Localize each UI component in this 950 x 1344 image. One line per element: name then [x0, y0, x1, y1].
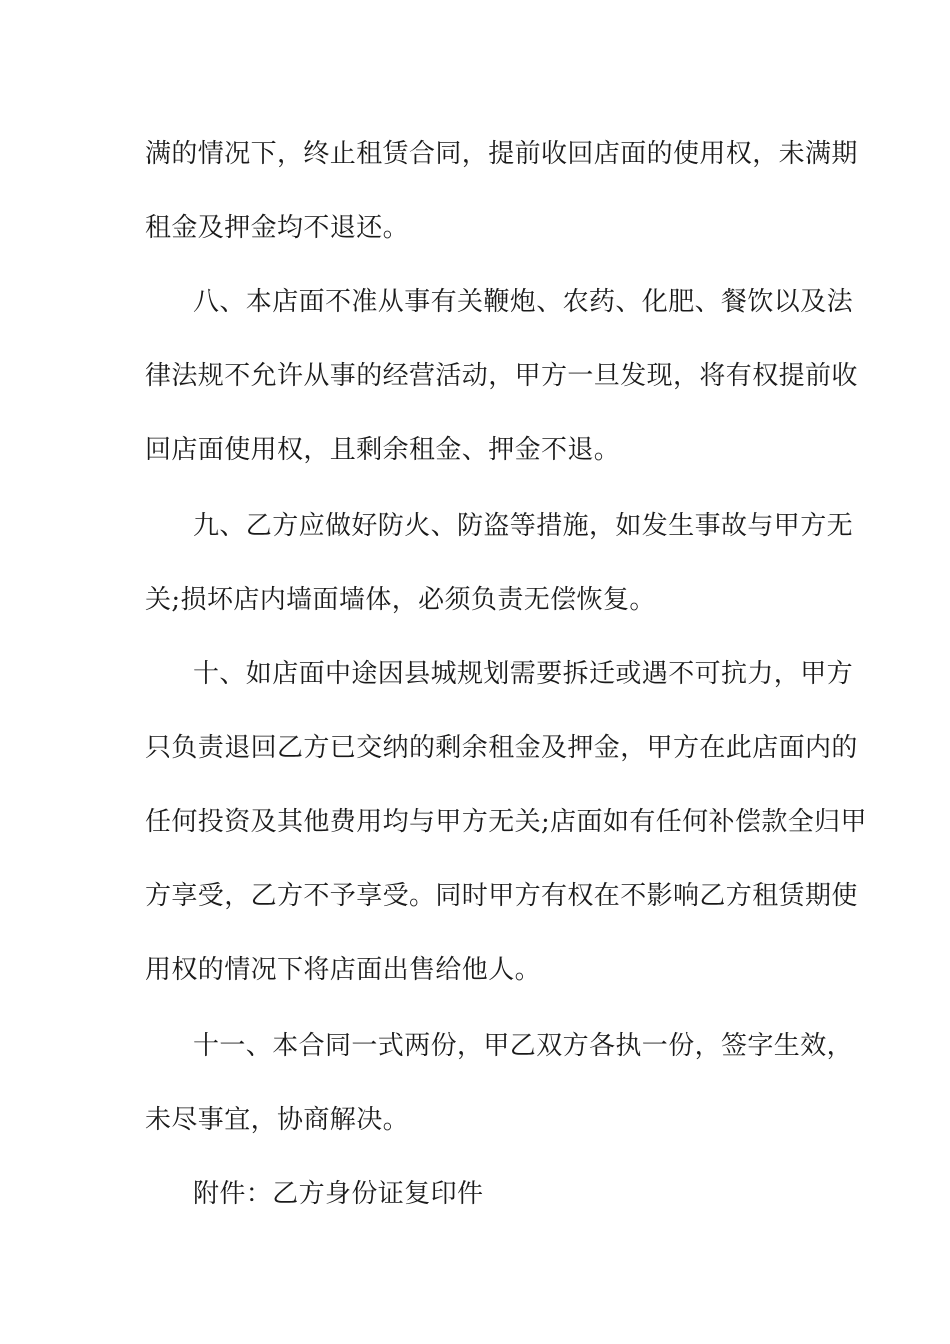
- clause-seven-continuation-line-1: 满的情况下，终止租赁合同，提前收回店面的使用权，未满期: [145, 139, 858, 169]
- clause-ten-line-2: 只负责退回乙方已交纳的剩余租金及押金，甲方在此店面内的: [145, 733, 858, 763]
- clause-eleven-line-2: 未尽事宜，协商解决。: [145, 1105, 410, 1135]
- clause-eight-line-1: 八、本店面不准从事有关鞭炮、农药、化肥、餐饮以及法: [193, 287, 854, 317]
- clause-eight-line-3: 回店面使用权，且剩余租金、押金不退。: [145, 435, 621, 465]
- clause-nine-line-1: 九、乙方应做好防火、防盗等措施，如发生事故与甲方无: [193, 511, 854, 541]
- clause-seven-continuation-line-2: 租金及押金均不退还。: [145, 213, 410, 243]
- clause-eight-line-2: 律法规不允许从事的经营活动，甲方一旦发现，将有权提前收: [145, 361, 858, 391]
- clause-ten-line-5: 用权的情况下将店面出售给他人。: [145, 955, 542, 985]
- attachment-line: 附件：乙方身份证复印件: [193, 1179, 484, 1209]
- clause-ten-line-4: 方享受，乙方不予享受。同时甲方有权在不影响乙方租赁期使: [145, 881, 858, 911]
- clause-nine-line-2: 关;损坏店内墙面墙体，必须负责无偿恢复。: [145, 585, 656, 615]
- clause-eleven-line-1: 十一、本合同一式两份，甲乙双方各执一份，签字生效，: [193, 1031, 854, 1061]
- clause-ten-line-3: 任何投资及其他费用均与甲方无关;店面如有任何补偿款全归甲: [145, 807, 867, 837]
- clause-ten-line-1: 十、如店面中途因县城规划需要拆迁或遇不可抗力，甲方: [193, 659, 854, 689]
